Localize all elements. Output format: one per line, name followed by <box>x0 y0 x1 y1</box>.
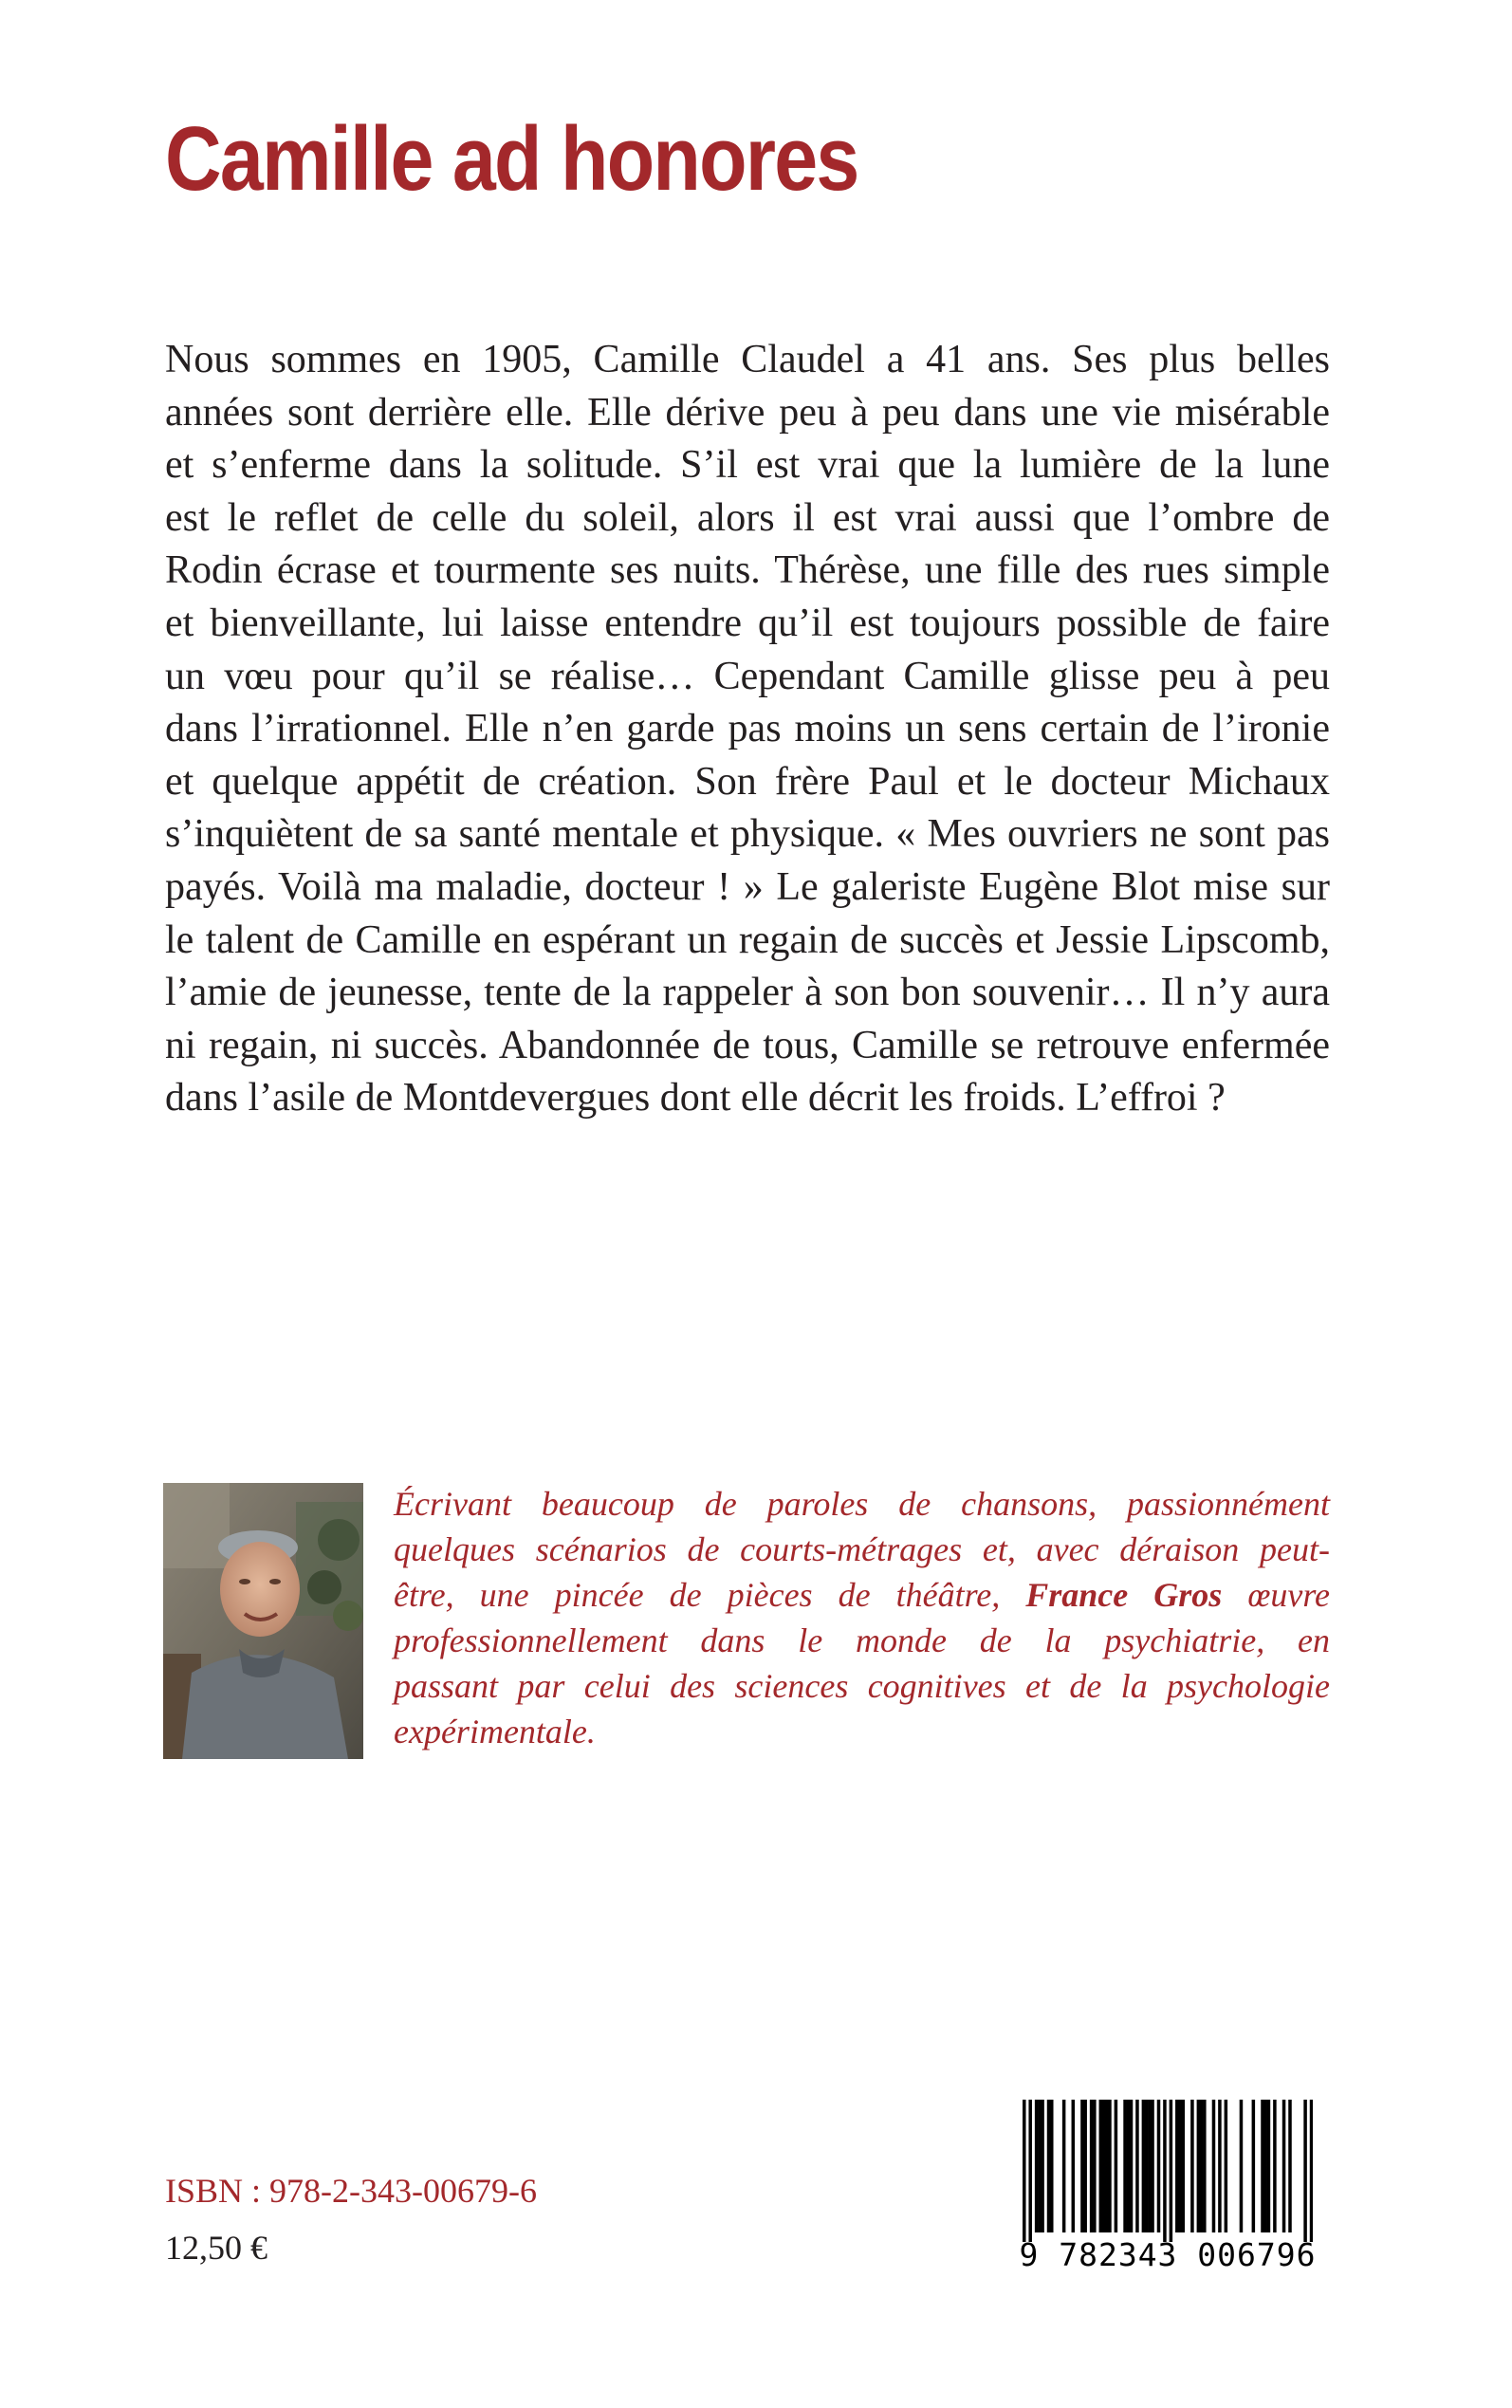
blurb-line: dans l’asile de Montdevergues dont elle décrit les froids. L’effroi ? <box>165 1076 1226 1121</box>
bio-line: professionnellement dans le monde de la psychiatrie, en <box>394 1621 1330 1659</box>
book-title: Camille ad honores <box>165 108 858 210</box>
barcode-bar <box>1108 2100 1112 2232</box>
blurb-line: Nous sommes en 1905, Camille Claudel a 41 ans. Ses plus belles <box>165 338 1330 381</box>
back-cover-blurb <box>165 334 1330 1125</box>
barcode-bar <box>1127 2100 1131 2232</box>
barcode-bar <box>1038 2100 1042 2232</box>
bio-line: quelques scénarios de courts-métrages et, avec déraison peut- <box>394 1530 1330 1568</box>
blurb-line: un vœu pour qu’il se réalise… Cependant Camille glisse peu à peu <box>165 654 1330 698</box>
barcode-bar <box>1047 2100 1051 2232</box>
barcode-bar <box>1041 2100 1044 2232</box>
barcode-bar <box>1093 2100 1097 2232</box>
blurb-line: l’amie de jeunesse, tente de la rappeler à son bon souvenir… Il n’y aura <box>165 971 1330 1015</box>
barcode-bar <box>1151 2100 1154 2232</box>
blurb-line: Rodin écrase et tourmente ses nuits. Thérèse, une fille des rues simple <box>165 548 1330 593</box>
barcode-bar <box>1135 2100 1139 2232</box>
barcode-bar <box>1072 2100 1076 2232</box>
barcode-bar <box>1145 2100 1149 2232</box>
barcode-bar <box>1148 2100 1152 2232</box>
barcode-bar <box>1197 2100 1201 2232</box>
price: 12,50 € <box>165 2229 267 2267</box>
barcode-bar <box>1252 2100 1256 2232</box>
isbn: ISBN : 978-2-343-00679-6 <box>165 2172 537 2210</box>
barcode-bar <box>1288 2100 1292 2232</box>
barcode-bar <box>1099 2100 1103 2232</box>
blurb-line: et quelque appétit de création. Son frère Paul et le docteur Michaux <box>165 759 1330 804</box>
barcode-bar <box>1218 2100 1222 2232</box>
barcode-bar <box>1062 2100 1066 2232</box>
barcode-bar <box>1123 2100 1127 2232</box>
barcode-bar <box>1240 2100 1244 2232</box>
blurb-line: ni regain, ni succès. Abandonnée de tous, Camille se retrouve enfermée <box>165 1023 1330 1067</box>
barcode-bar <box>1200 2100 1204 2232</box>
blurb-line: est le reflet de celle du soleil, alors il est vrai aussi que l’ombre de <box>165 495 1330 540</box>
barcode-bar <box>1163 2100 1167 2242</box>
barcode-bar <box>1282 2100 1286 2232</box>
barcode-bar <box>1178 2100 1182 2232</box>
barcode-bar <box>1080 2100 1084 2232</box>
blurb-line: années sont derrière elle. Elle dérive peu à peu dans une vie misérable <box>165 390 1330 435</box>
bio-line <box>394 1572 1330 1618</box>
blurb-line: payés. Voilà ma maladie, docteur ! » Le galeriste Eugène Blot mise sur <box>165 864 1330 909</box>
barcode-bar <box>1105 2100 1109 2232</box>
barcode-bar <box>1261 2100 1264 2232</box>
bio-line-text: œuvre <box>1222 1576 1330 1614</box>
barcode-bar <box>1212 2100 1216 2232</box>
barcode-bar <box>1225 2100 1228 2232</box>
author-name: France Gros <box>1025 1576 1223 1614</box>
barcode-bar <box>1170 2100 1173 2242</box>
barcode-bar <box>1115 2100 1118 2232</box>
barcode-bar <box>1181 2100 1185 2232</box>
barcode-bar <box>1050 2100 1054 2232</box>
author-biography <box>394 1481 1330 1754</box>
blurb-line: et s’enferme dans la solitude. S’il est vrai que la lumière de la lune <box>165 443 1330 488</box>
barcode-digits: 9 782343 006796 <box>1019 2236 1317 2273</box>
barcode-bar <box>1203 2100 1207 2232</box>
bio-line: expérimentale. <box>394 1713 596 1750</box>
blurb-line: et bienveillante, lui laisse entendre qu’il est toujours possible de faire <box>165 601 1330 645</box>
barcode-bar <box>1175 2100 1179 2232</box>
barcode-bar <box>1083 2100 1087 2232</box>
barcode-bar <box>1157 2100 1161 2232</box>
barcode-bar <box>1273 2100 1277 2232</box>
bio-line: passant par celui des sciences cognitives et de la psychologie <box>394 1667 1330 1705</box>
barcode-bar <box>1023 2100 1026 2242</box>
barcode-bar <box>1267 2100 1271 2232</box>
barcode-bar <box>1130 2100 1134 2232</box>
blurb-line: s’inquiètent de sa santé mentale et physique. « Mes ouvriers ne sont pas <box>165 812 1330 857</box>
barcode-bar <box>1263 2100 1267 2232</box>
blurb-line: dans l’irrationnel. Elle n’en garde pas moins un sens certain de l’ironie <box>165 707 1330 751</box>
barcode-bars <box>1023 2100 1313 2242</box>
barcode-bar <box>1090 2100 1094 2232</box>
barcode <box>1007 2092 1328 2282</box>
barcode-bar <box>1303 2100 1307 2242</box>
blurb-line: le talent de Camille en espérant un regain de succès et Jessie Lipscomb, <box>165 917 1330 962</box>
barcode-bar <box>1142 2100 1146 2232</box>
barcode-bar <box>1028 2100 1032 2242</box>
barcode-bar <box>1310 2100 1313 2242</box>
barcode-bar <box>1102 2100 1106 2232</box>
bio-line: Écrivant beaucoup de paroles de chansons, passionnément <box>394 1485 1330 1523</box>
barcode-bar <box>1035 2100 1039 2232</box>
author-photo <box>163 1483 363 1759</box>
barcode-bar <box>1190 2100 1194 2232</box>
bio-line-text: être, une pincée de pièces de théâtre, <box>394 1576 1026 1614</box>
